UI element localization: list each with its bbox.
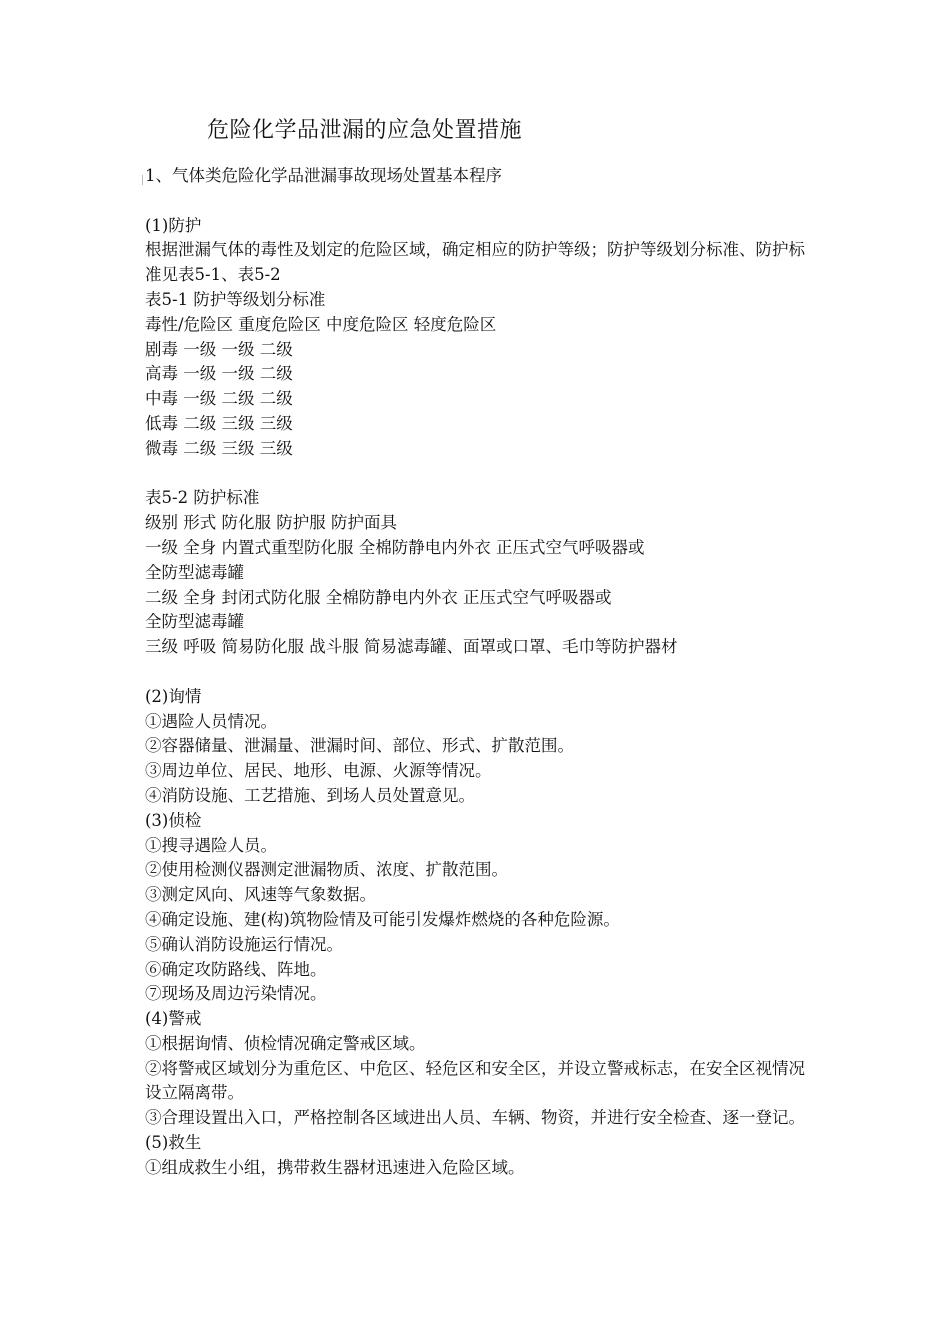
list-item: ②使用检测仪器测定泄漏物质、浓度、扩散范围。	[145, 860, 508, 880]
table1-row: 低毒 二级 三级 三级	[145, 413, 293, 433]
list-item: ⑤确认消防设施运行情况。	[145, 934, 343, 954]
subsection-heading-alert: (4)警戒	[145, 1009, 202, 1029]
list-item: ③合理设置出入口，严格控制各区域进出人员、车辆、物资，并进行安全检查、逐一登记。	[145, 1108, 805, 1128]
list-item: ①组成救生小组，携带救生器材迅速进入危险区域。	[145, 1157, 525, 1177]
margin-mark	[142, 175, 143, 185]
list-item: ③测定风向、风速等气象数据。	[145, 885, 376, 905]
protection-intro: 根据泄漏气体的毒性及划定的危险区域，确定相应的防护等级；防护等级划分标准、防护标准见表5-1、表5-2	[145, 240, 805, 285]
document-body	[145, 164, 813, 1181]
list-item: ①根据询情、侦检情况确定警戒区域。	[145, 1033, 426, 1053]
subsection-heading-protection: (1)防护	[145, 215, 202, 235]
list-item: ④消防设施、工艺措施、到场人员处置意见。	[145, 785, 475, 805]
list-item: ②将警戒区域划分为重危区、中危区、轻危区和安全区，并设立警戒标志，在安全区视情况设立隔离带。	[145, 1058, 805, 1103]
subsection-heading-rescue: (5)救生	[145, 1133, 202, 1153]
list-item: ③周边单位、居民、地形、电源、火源等情况。	[145, 761, 492, 781]
table1-row: 中毒 一级 二级 二级	[145, 389, 293, 409]
spacer	[145, 462, 813, 487]
section-heading: 1、气体类危险化学品泄漏事故现场处置基本程序	[145, 166, 502, 185]
table2-row: 全防型滤毒罐	[145, 612, 244, 632]
list-item: ②容器储量、泄漏量、泄漏时间、部位、形式、扩散范围。	[145, 736, 574, 756]
list-item: ⑥确定攻防路线、阵地。	[145, 959, 327, 979]
table1-row: 剧毒 一级 一级 二级	[145, 339, 293, 359]
table1-row: 高毒 一级 一级 二级	[145, 364, 293, 384]
table1-row: 微毒 二级 三级 三级	[145, 438, 293, 458]
list-item: ①遇险人员情况。	[145, 711, 277, 731]
table1-caption: 表5-1 防护等级划分标准	[145, 289, 326, 309]
subsection-heading-inquiry: (2)询情	[145, 686, 202, 706]
table2-row: 二级 全身 封闭式防化服 全棉防静电内外衣 正压式空气呼吸器或	[145, 587, 612, 607]
document-title: 危险化学品泄漏的应急处置措施	[207, 118, 523, 143]
list-item: ⑦现场及周边污染情况。	[145, 984, 327, 1004]
list-item: ①搜寻遇险人员。	[145, 835, 277, 855]
table2-caption: 表5-2 防护标准	[145, 488, 260, 508]
subsection-heading-detection: (3)侦检	[145, 810, 202, 830]
spacer	[145, 660, 813, 685]
list-item: ④确定设施、建(构)筑物险情及可能引发爆炸燃烧的各种危险源。	[145, 909, 620, 929]
table2-row: 全防型滤毒罐	[145, 562, 244, 582]
table2-row: 三级 呼吸 简易防化服 战斗服 简易滤毒罐、面罩或口罩、毛巾等防护器材	[145, 637, 678, 657]
table2-header: 级别 形式 防化服 防护服 防护面具	[145, 513, 397, 533]
spacer	[145, 189, 813, 214]
table1-header: 毒性/危险区 重度危险区 中度危险区 轻度危险区	[145, 314, 497, 334]
table2-row: 一级 全身 内置式重型防化服 全棉防静电内外衣 正压式空气呼吸器或	[145, 537, 645, 557]
